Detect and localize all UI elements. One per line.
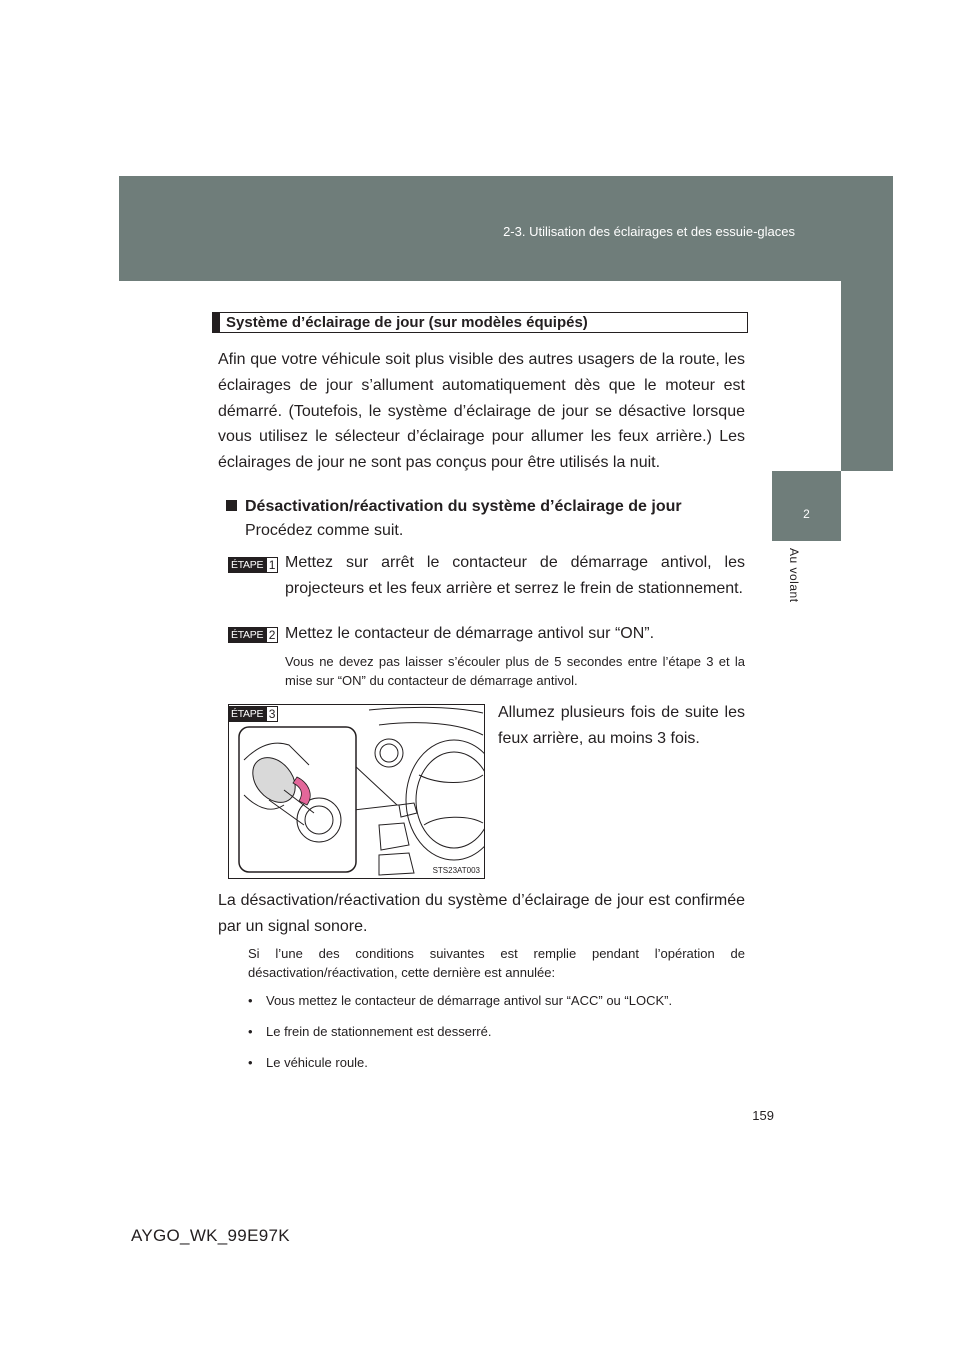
- step-1-badge: [228, 557, 278, 573]
- section-bar: [213, 313, 220, 332]
- step-number: 3: [266, 706, 278, 722]
- step-number: 2: [266, 627, 278, 643]
- list-item: • Le frein de stationnement est desserré.: [248, 1024, 492, 1039]
- chapter-tab: [772, 471, 841, 541]
- side-band: [841, 176, 893, 471]
- chapter-label: Au volant: [787, 548, 801, 603]
- page-header: [119, 176, 841, 281]
- document-code: AYGO_WK_99E97K: [131, 1226, 290, 1245]
- confirm-paragraph: La désactivation/réactivation du système d’éclairage de jour est confirmée par un signal sonore.: [218, 892, 745, 935]
- chapter-number: 2: [803, 507, 810, 521]
- page-number: 159: [752, 1108, 774, 1123]
- step-2-note: Vous ne devez pas laisser s’écouler plus de 5 secondes entre l’étape 3 et la mise sur “ON” du contacteur de démarrage antivol.: [285, 654, 745, 688]
- step-2-text: Mettez le contacteur de démarrage antivol sur “ON”.: [285, 625, 655, 642]
- figure-headlight-switch: [228, 704, 485, 879]
- section-heading: [212, 312, 748, 333]
- step-number: 1: [266, 557, 278, 573]
- header-title: 2-3. Utilisation des éclairages et des essuie-glaces: [503, 224, 795, 239]
- intro-paragraph: Afin que votre véhicule soit plus visible des autres usagers de la route, les éclairages de jour s’allument automatiquement dès que le moteur est démarré. (Toutefois, le système d’éclairage de jour se désactive lorsque vous utilisez le sélecteur d’éclairage pour allumer les feux arrière.) Les éclairages de jour ne sont pas conçus pour être utilisés la nuit.: [218, 351, 745, 472]
- figure-code: STS23AT003: [432, 866, 480, 875]
- subsection-title: Désactivation/réactivation du système d’éclairage de jour: [245, 498, 682, 515]
- step-label: ÉTAPE: [228, 706, 266, 722]
- bullet-list: [248, 991, 745, 1084]
- section-title: Système d’éclairage de jour (sur modèles équipés): [226, 314, 588, 331]
- square-bullet-icon: [226, 500, 237, 511]
- subsection-heading: [226, 494, 756, 520]
- dashboard-illustration: [229, 705, 484, 878]
- list-item: • Le véhicule roule.: [248, 1055, 368, 1070]
- step-3-badge: [228, 706, 278, 722]
- subsection-lead: Procédez comme suit.: [245, 522, 404, 539]
- step-label: ÉTAPE: [228, 627, 266, 643]
- step-1-text: Mettez sur arrêt le contacteur de démarrage antivol, les projecteurs et les feux arrière et serrez le frein de stationnement.: [285, 554, 745, 597]
- step-label: ÉTAPE: [228, 557, 266, 573]
- step-2-badge: [228, 627, 278, 643]
- cancel-note: Si l’une des conditions suivantes est remplie pendant l’opération de désactivation/réactivation, cette dernière est annulée:: [248, 946, 745, 980]
- list-item: • Vous mettez le contacteur de démarrage antivol sur “ACC” ou “LOCK”.: [248, 993, 673, 1008]
- step-3-text: Allumez plusieurs fois de suite les feux arrière, au moins 3 fois.: [498, 704, 745, 747]
